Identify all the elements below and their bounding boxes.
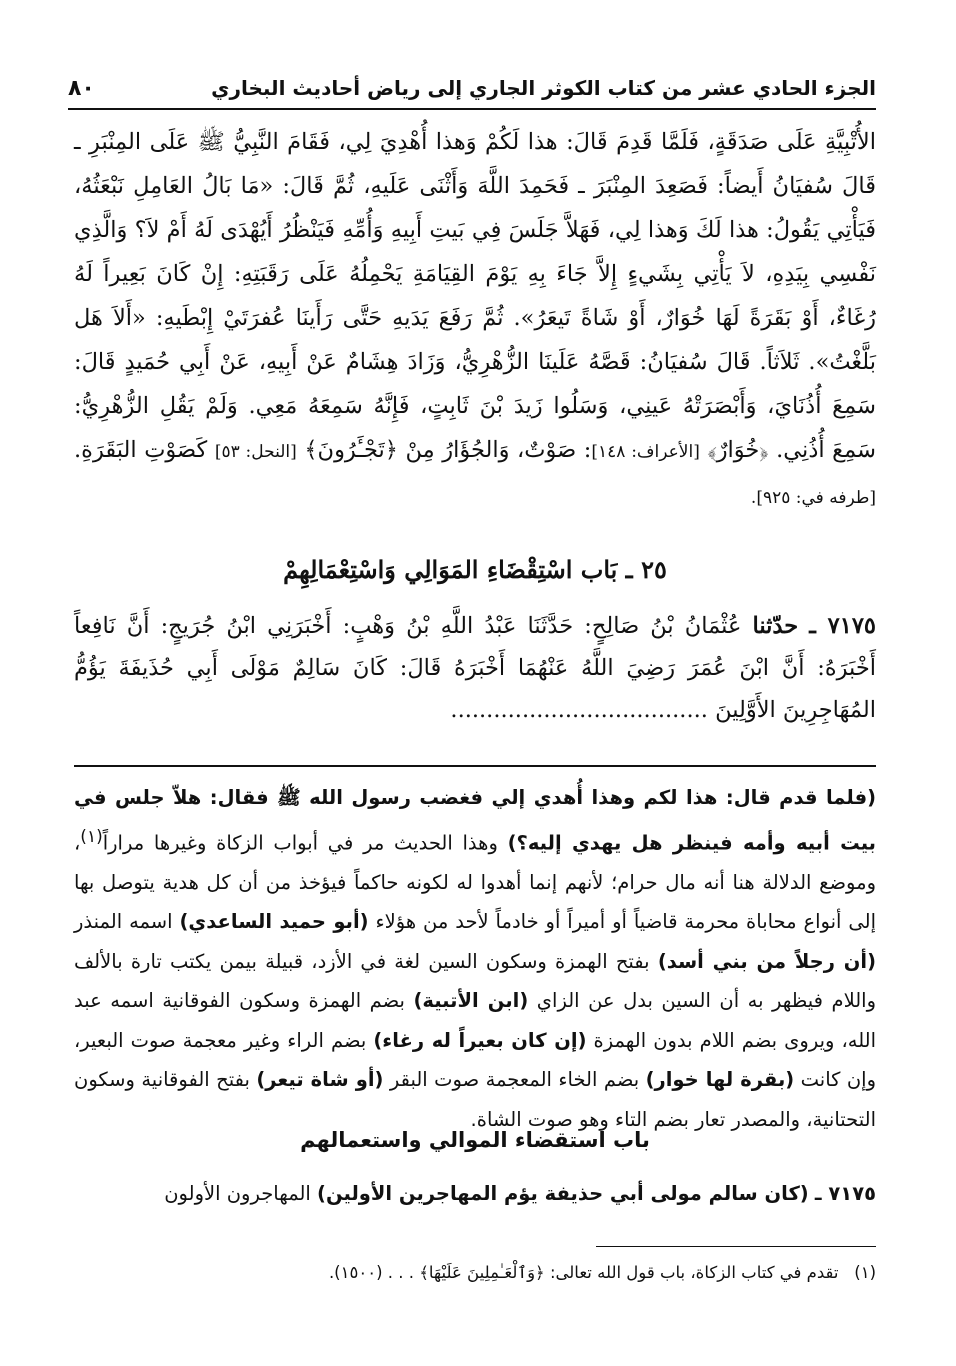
quoted-phrase: (كان سالم مولى أبي حذيفة يؤم المهاجرين الأولين)	[317, 1182, 809, 1205]
quoted-phrase: (أو شاة تيعر)	[256, 1068, 384, 1091]
commentary-body: اسمه المنذر	[74, 910, 173, 933]
quoted-phrase: (أن رجلاً من بني أسد)	[657, 949, 877, 973]
hadith-text	[74, 120, 876, 520]
footnote-number: (١)	[854, 1263, 876, 1282]
page-number: ٨٠	[68, 75, 95, 101]
commentary-body: ، وموضع الدلالة هنا أنه مال حرام؛ لأنهم إنما أهدوا له لكونه حاكماً فيؤخذ من أن كل هدية يتوصل بها إلى أنواع محاباة محرمة قاضياً أو أميراً أو خادماً لأحد من هؤلاء	[74, 831, 877, 933]
hadith-number: ٧١٧٥ ـ	[814, 1182, 876, 1205]
hadith-number: ٧١٧٥ ـ	[809, 613, 877, 639]
commentary-paragraph	[74, 778, 876, 1139]
footnote	[74, 1258, 876, 1288]
running-header	[68, 68, 876, 110]
commentary-body: بضم الراء وغير معجمة صوت البعير، وإن كانت	[74, 1028, 877, 1091]
commentary-body: بضم الهمزة وسكون الفوقانية اسمه عبد الله، ويروى بضم اللام بدون الهمزة	[74, 989, 877, 1052]
quran-reference: [النحل: ٥٣]	[214, 442, 297, 462]
hadith-body: عُثْمَانُ بْنُ صَالِحٍ: حَدَّثَنَا عَبْدُ اللَّهِ بْنُ وَهْبٍ: أَخْبَرَنِي ابْنُ جُرَيجٍ: أَنَّ نَافِعاً أَخْبَرَهُ: أَنَّ ابْنَ عُمَرَ رَضِيَ اللَّهُ عَنْهُمَا أَخْبَرَهُ قَالَ: كَانَ سَالِمٌ مَوْلَى أَبِي حُذَيفَةَ يَؤُمُّ المُهَاجِرِينَ الأَوَّلِينَ	[74, 613, 876, 723]
commentary-chapter-heading: باب استقضاء الموالي واستعمالهم	[300, 1128, 650, 1152]
commentary-body: المهاجرون الأولون	[164, 1182, 311, 1205]
quran-reference: [الأعراف: ١٤٨]	[591, 442, 700, 462]
header-title: الجزء الحادي عشر من كتاب الكوثر الجاري إلى رياض أحاديث البخاري	[211, 76, 876, 100]
hadith-body-continued: : صَوْتٌ، وَالجُؤَارُ مِنْ ﴿تَجْـَٔرُونَ﴾	[304, 437, 592, 463]
hadith-paragraph	[74, 120, 876, 520]
hadith-body: الأُتْبِيَّةِ عَلَى صَدَقَةٍ، فَلَمَّا قَدِمَ قَالَ: هذا لَكُمْ وَهذا أُهْدِيَ لِي، فَقَامَ النَّبِيُّ ﷺ عَلَى المِنْبَرِ ـ قَالَ سُفيَانُ أَيضاً: فَصَعِدَ المِنْبَرَ ـ فَحَمِدَ اللَّهَ وَأَثْنَى عَلَيهِ، ثُمَّ قَالَ: «مَا بَالُ العَامِلِ نَبْعَثُهُ، فَيَأْتِي يَقُولُ: هذا لَكَ وَهذا لِي، فَهَلاَّ جَلَسَ فِي بَيتِ أَبِيهِ وَأُمِّهِ فَيَنْظُرُ أَيُهْدَى لَهُ أَمْ لاَ؟ وَالَّذِي نَفْسِي بِيَدِهِ، لاَ يَأْتِي بِشَيءٍ إِلاَّ جَاءَ بِهِ يَوْمَ القِيَامَةِ يَحْمِلُهُ عَلَى رَقَبَتِهِ: إِنْ كَانَ بَعِيراً لَهُ رُغَاءٌ، أَوْ بَقَرَةً لَهَا خُوَارٌ، أَوْ شَاةً تَيعَرُ». ثُمَّ رَفَعَ يَدَيهِ حَتَّى رَأَينَا عُفرَتَيْ إِبْطَيهِ: «أَلاَ هَل بَلَّغْتُ». ثَلاَثاً. قَالَ سُفيَانُ: قَصَّهُ عَلَينَا الزُّهْرِيُّ، وَزَادَ هِشَامٌ عَنْ أَبِيهِ، عَنْ أَبِي حُمَيدٍ قَالَ: سَمِعَ أُذُنَايَ، وَأَبْصَرَتْهُ عَينِي، وَسَلُوا زَيدَ بْنَ ثَابِتٍ، فَإِنَّهُ سَمِعَهُ مَعِي. وَلَمْ يَقُلِ الزُّهْرِيُّ: سَمِعَ أُذُنِي. ﴿خُوَارٌ﴾	[74, 129, 876, 463]
commentary-body: بفتح الهمزة وسكون السين لغة في الأزد، قبيلة بيمن يكتب تارة بالألف واللام فيظهر به أن السين بدل عن الزاي	[74, 949, 876, 1012]
commentary-body: بضم الخاء المعجمة صوت البقر	[389, 1068, 640, 1091]
commentary-7175	[74, 1174, 876, 1214]
hadith-paragraph	[74, 605, 876, 731]
footnote-text: تقدم في كتاب الزكاة، باب قول الله تعالى: ﴿وَٱلْعَـٰمِلِينَ عَلَيْهَا﴾ . . . (١٥٠٠).	[328, 1263, 839, 1282]
quoted-phrase: (أبو حميد الساعدي)	[179, 910, 369, 933]
cross-reference: [طرفه في: ٩٢٥].	[750, 488, 876, 508]
footnote-marker[interactable]: (١)	[80, 826, 103, 847]
quoted-phrase: (إن كان بعيراً له رغاء)	[373, 1028, 587, 1052]
hadith-7175	[74, 605, 876, 731]
footnote-line	[74, 1258, 876, 1288]
hadith-body-end: كَصَوْتِ البَقَرَةِ.	[74, 437, 208, 463]
commentary-paragraph	[74, 1174, 876, 1214]
isnad-start: حدّثنا	[752, 613, 799, 639]
quoted-phrase: (فلما قدم قال: هذا لكم وهذا أُهدي إلي فغضب رسول الله ﷺ فقال: هلاّ جلس في بيت أبيه وأمه فينظر هل يهدي إليه؟)	[74, 786, 876, 854]
quoted-phrase: (ابن الأتبية)	[413, 989, 529, 1012]
commentary-body: بفتح الفوقانية وسكون التحتانية، والمصدر تعار بضم التاء وهو صوت الشاة.	[74, 1068, 876, 1131]
section-divider	[74, 765, 876, 767]
continuation-dots: ....................................	[450, 697, 708, 723]
commentary-text	[74, 778, 876, 1139]
commentary-body: وهذا الحديث مر في أبواب الزكاة وغيرها مراراً	[102, 831, 498, 854]
chapter-heading: ٢٥ ـ بَاب اسْتِقْضَاءِ المَوَالِي وَاسْتِعْمَالِهِمْ	[283, 555, 667, 584]
footnote-divider	[596, 1246, 876, 1247]
quoted-phrase: (بقرة لها خوار)	[645, 1068, 795, 1091]
